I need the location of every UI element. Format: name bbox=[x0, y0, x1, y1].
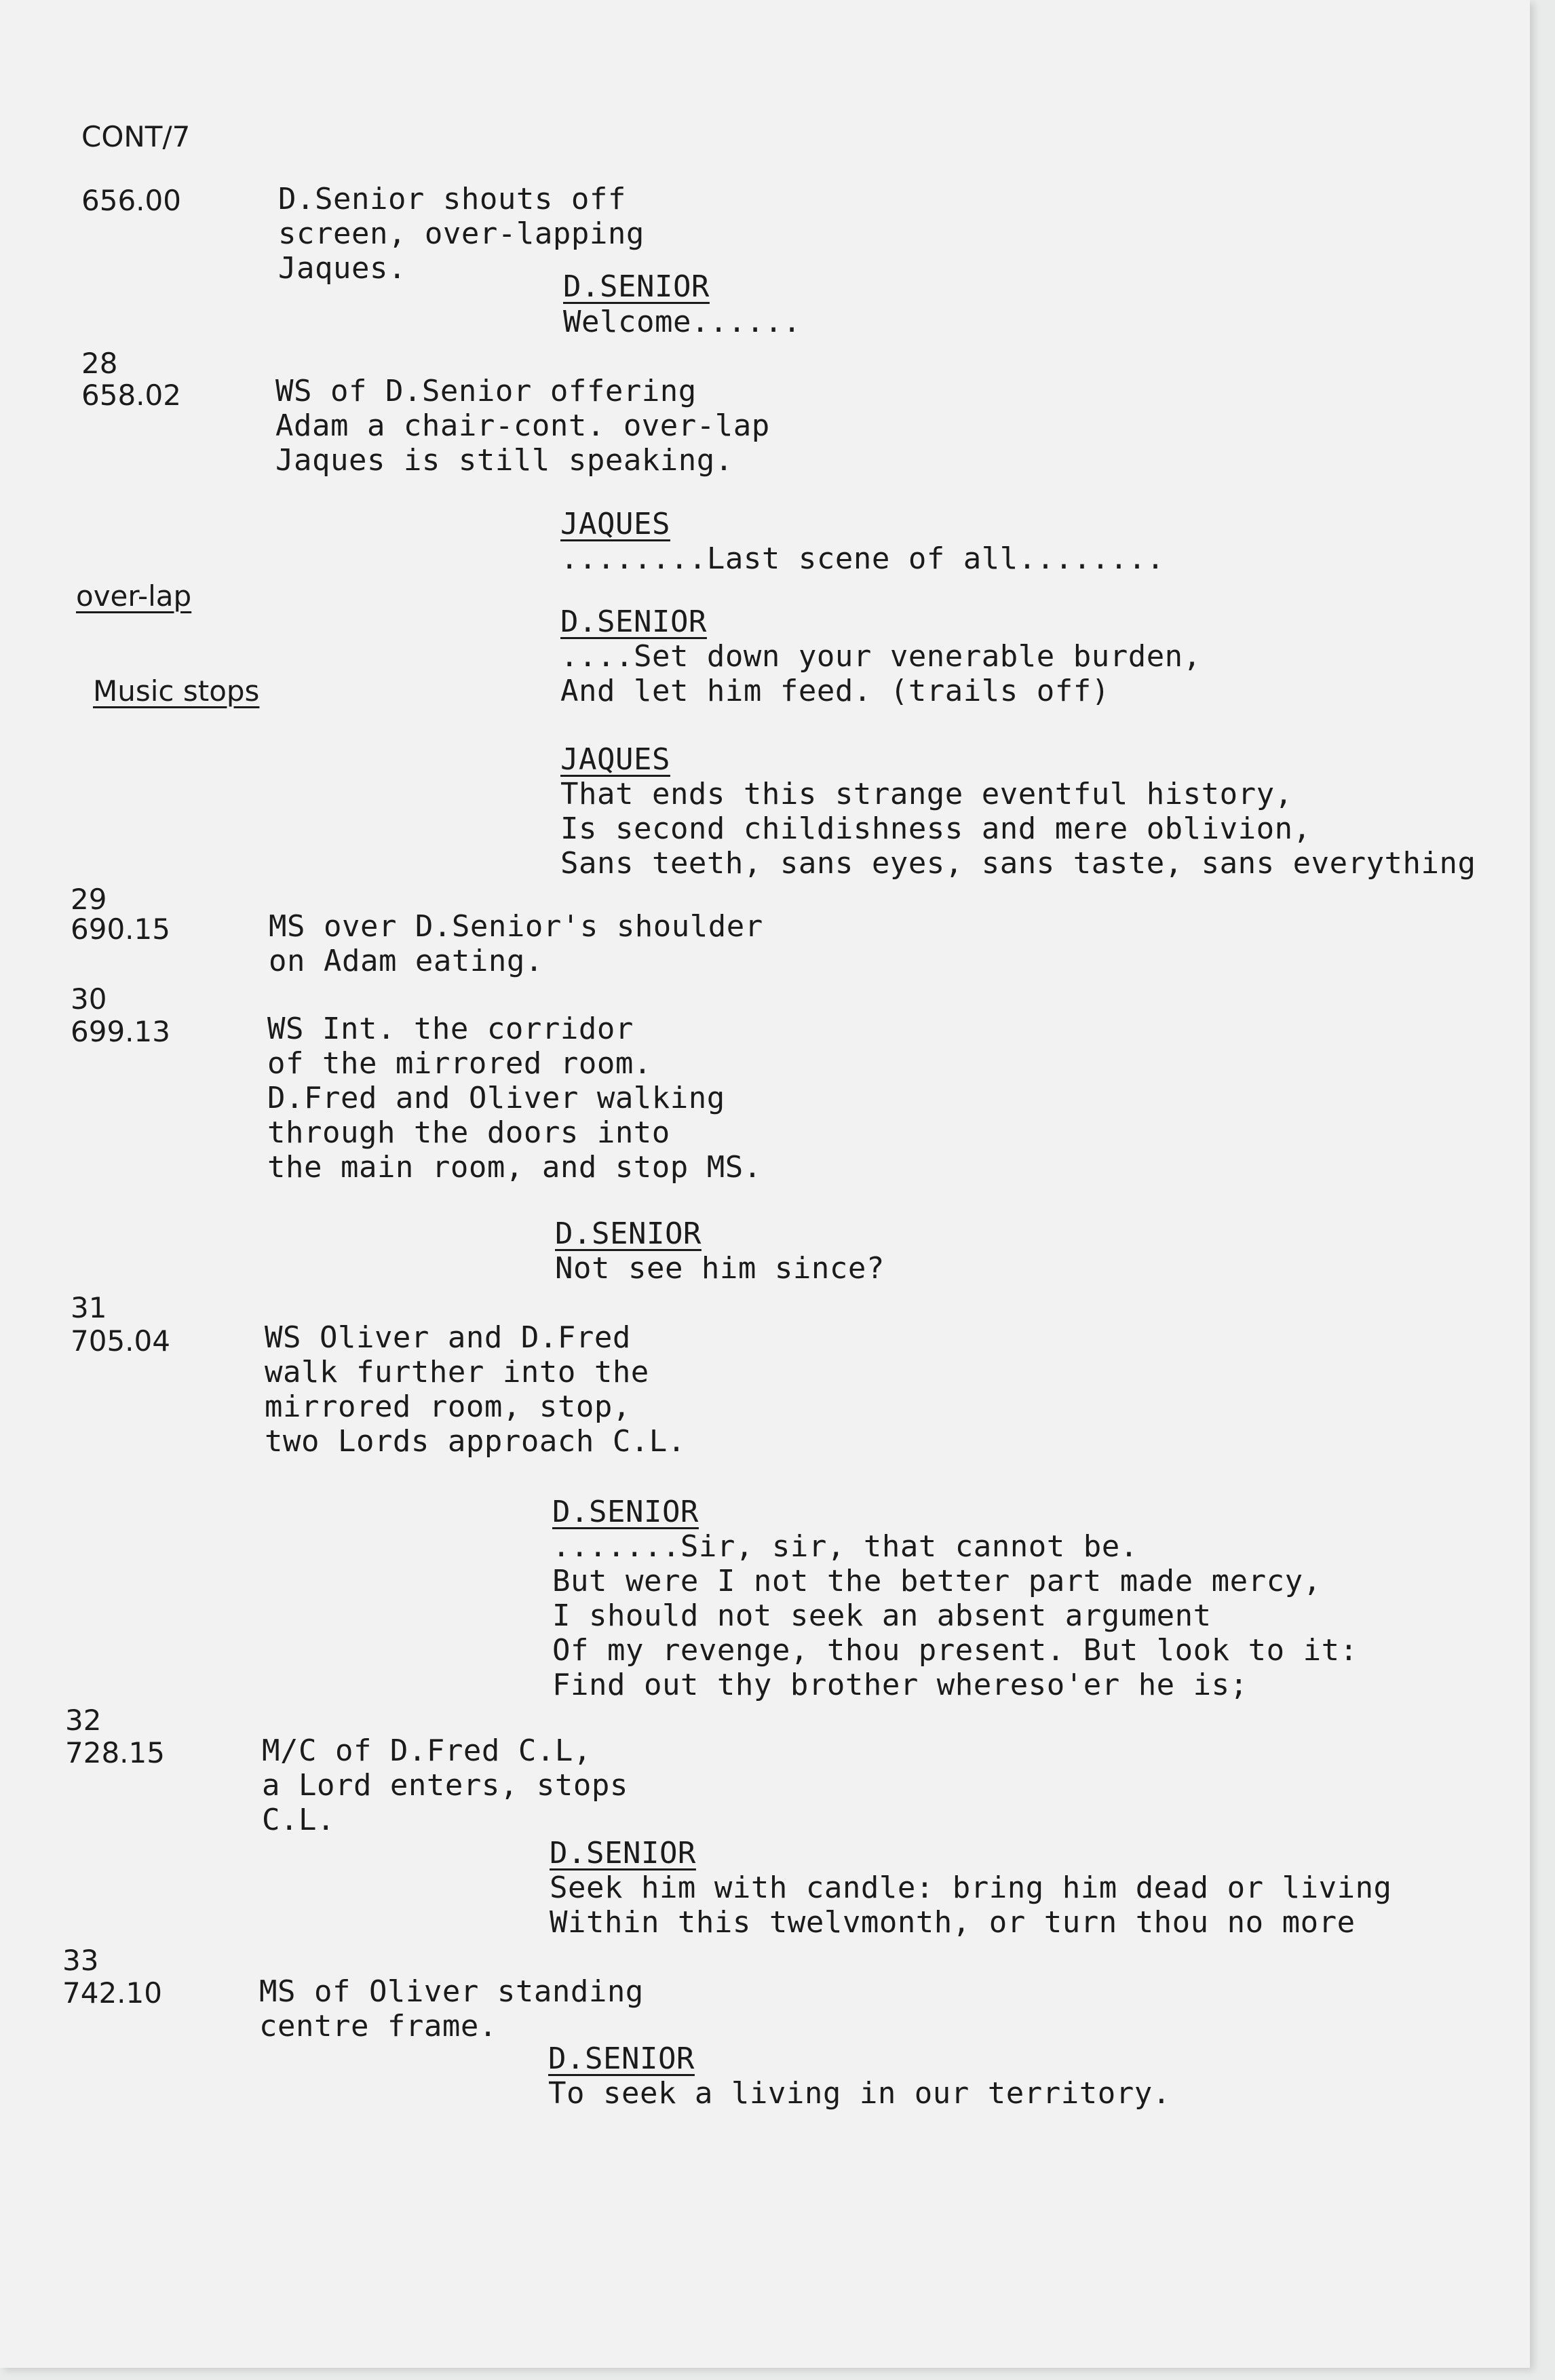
shot-time: 699.13 bbox=[71, 1015, 170, 1048]
dialogue-line: Is second childishness and mere oblivion, bbox=[560, 811, 1311, 846]
dialogue-line: ....Set down your venerable burden, bbox=[560, 639, 1202, 674]
dialogue-line: Of my revenge, thou present. But look to it: bbox=[552, 1633, 1358, 1668]
dialogue-line: And let him feed. (trails off) bbox=[560, 674, 1110, 708]
dialogue-line: Within this twelvmonth, or turn thou no more bbox=[550, 1905, 1356, 1940]
shot-number: 31 bbox=[71, 1291, 107, 1324]
shot-time: 728.15 bbox=[65, 1736, 165, 1769]
shot-number: 32 bbox=[65, 1704, 102, 1737]
shot-time: 690.15 bbox=[71, 913, 170, 946]
dialogue-line: Seek him with candle: bring him dead or living bbox=[550, 1870, 1392, 1905]
shot-time: 705.04 bbox=[71, 1324, 170, 1358]
shot-number: 28 bbox=[81, 347, 118, 380]
shot-direction-line: screen, over-lapping bbox=[278, 216, 645, 251]
speaker-name: JAQUES bbox=[560, 507, 670, 541]
shot-direction-line: MS of Oliver standing bbox=[259, 1974, 644, 2009]
shot-direction-line: WS Int. the corridor bbox=[267, 1012, 634, 1046]
page-reference: CONT/7 bbox=[81, 120, 191, 153]
shot-time: 742.10 bbox=[62, 1976, 162, 2010]
shot-direction-line: WS of D.Senior offering bbox=[275, 374, 697, 408]
shot-direction-line: walk further into the bbox=[265, 1355, 649, 1389]
speaker-name: D.SENIOR bbox=[552, 1495, 699, 1529]
dialogue-line: Find out thy brother whereso'er he is; bbox=[552, 1668, 1248, 1702]
dialogue-line: Not see him since? bbox=[555, 1251, 885, 1286]
shot-direction-line: on Adam eating. bbox=[269, 944, 543, 978]
shot-time: 658.02 bbox=[81, 379, 181, 412]
shot-direction-line: a Lord enters, stops bbox=[262, 1768, 628, 1803]
dialogue-line: Welcome...... bbox=[563, 305, 801, 339]
shot-direction-line: D.Fred and Oliver walking bbox=[267, 1081, 725, 1115]
shot-direction-line: mirrored room, stop, bbox=[265, 1389, 631, 1424]
speaker-name: D.SENIOR bbox=[555, 1216, 702, 1251]
speaker-name: JAQUES bbox=[560, 742, 670, 777]
shot-number: 33 bbox=[62, 1944, 99, 1977]
shot-direction-line: M/C of D.Fred C.L, bbox=[262, 1733, 592, 1768]
shot-direction-line: D.Senior shouts off bbox=[278, 182, 626, 216]
shot-direction-line: Jaques is still speaking. bbox=[275, 443, 733, 478]
dialogue-line: I should not seek an absent argument bbox=[552, 1598, 1212, 1633]
shot-direction-line: WS Oliver and D.Fred bbox=[265, 1320, 631, 1355]
margin-note-music-stops: Music stops bbox=[93, 674, 260, 708]
shot-direction-line: of the mirrored room. bbox=[267, 1046, 652, 1081]
shot-time: 656.00 bbox=[81, 184, 181, 217]
shot-direction-line: centre frame. bbox=[259, 2009, 497, 2043]
speaker-name: D.SENIOR bbox=[548, 2041, 695, 2076]
shot-number: 29 bbox=[71, 883, 107, 916]
shot-direction-line: two Lords approach C.L. bbox=[265, 1424, 686, 1459]
speaker-name: D.SENIOR bbox=[563, 269, 710, 304]
shot-direction-line: Adam a chair-cont. over-lap bbox=[275, 408, 770, 443]
shot-direction-line: MS over D.Senior's shoulder bbox=[269, 909, 763, 944]
speaker-name: D.SENIOR bbox=[550, 1836, 696, 1870]
dialogue-line: But were I not the better part made mercy, bbox=[552, 1564, 1322, 1598]
dialogue-line: That ends this strange eventful history, bbox=[560, 777, 1293, 811]
shot-direction-line: Jaques. bbox=[278, 251, 406, 286]
shot-direction-line: C.L. bbox=[262, 1803, 335, 1837]
dialogue-line: Sans teeth, sans eyes, sans taste, sans everything bbox=[560, 846, 1476, 881]
speaker-name: D.SENIOR bbox=[560, 604, 707, 639]
dialogue-line: .......Sir, sir, that cannot be. bbox=[552, 1529, 1138, 1564]
shot-direction-line: through the doors into bbox=[267, 1115, 670, 1150]
margin-note-overlap: over-lap bbox=[76, 579, 192, 613]
dialogue-line: To seek a living in our territory. bbox=[548, 2076, 1171, 2111]
shot-number: 30 bbox=[71, 982, 107, 1016]
dialogue-line: ........Last scene of all........ bbox=[560, 541, 1165, 576]
shot-direction-line: the main room, and stop MS. bbox=[267, 1150, 762, 1185]
